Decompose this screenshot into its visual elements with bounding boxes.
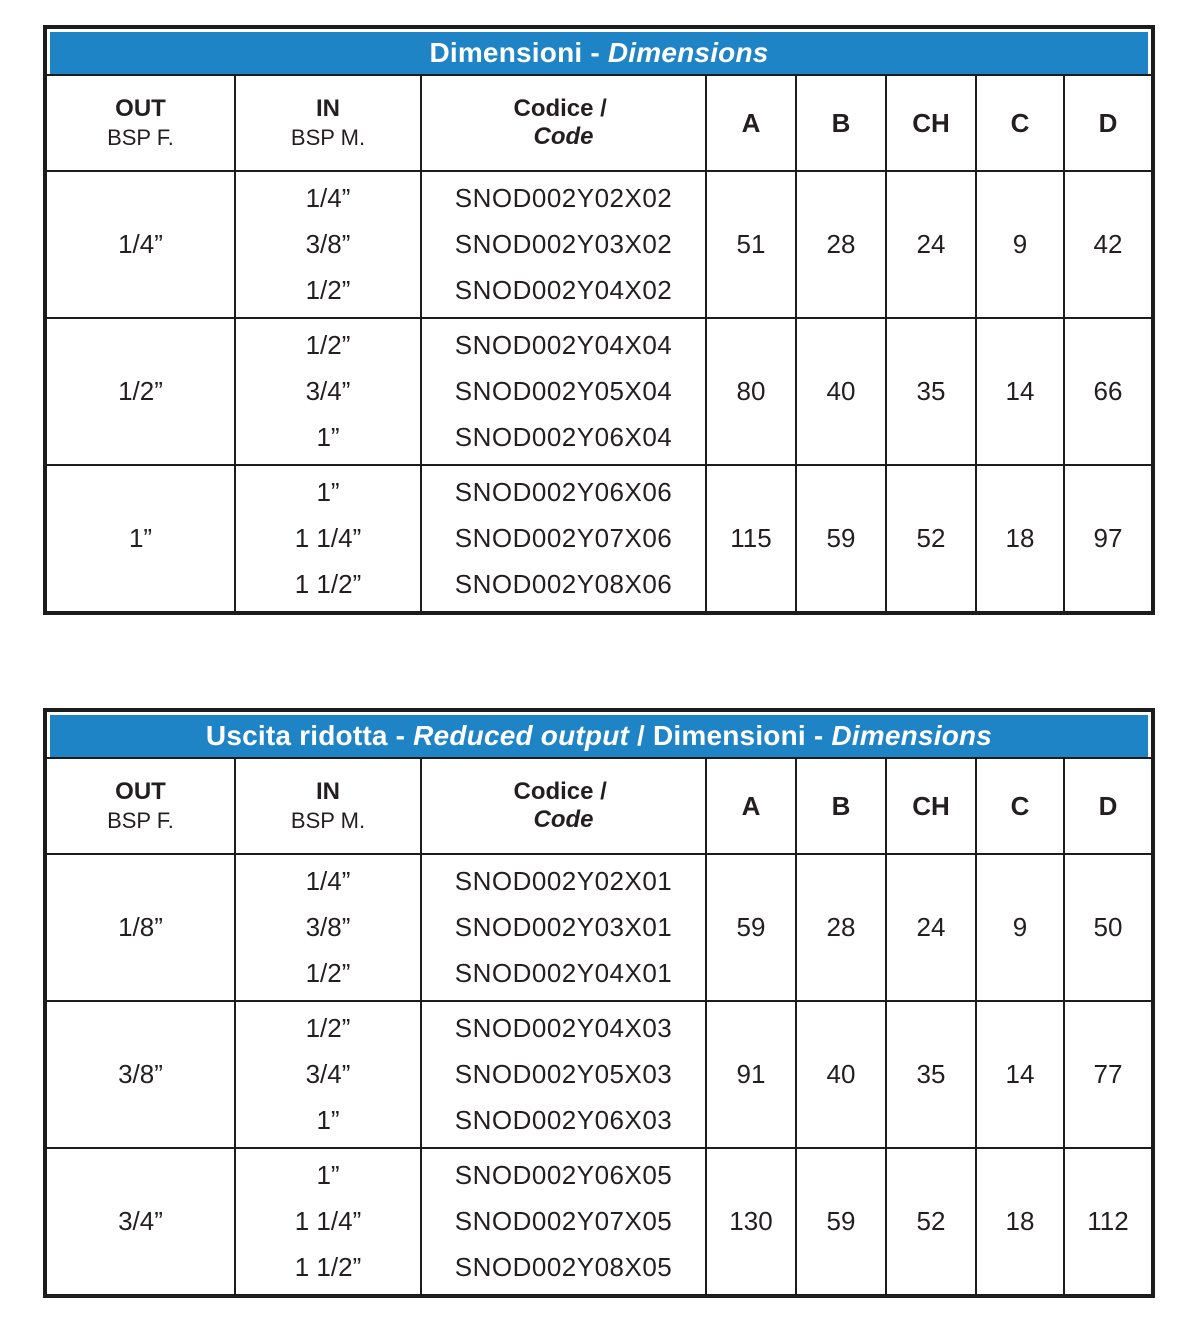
in-size-list bbox=[236, 319, 422, 464]
product-code: SNOD002Y06X03 bbox=[454, 1104, 673, 1135]
product-code: SNOD002Y04X04 bbox=[454, 330, 673, 361]
product-code-list bbox=[422, 855, 707, 1000]
product-code: SNOD002Y02X01 bbox=[454, 866, 673, 897]
in-size-value: 1/2” bbox=[305, 274, 351, 305]
in-size-value: 1 1/2” bbox=[294, 568, 362, 599]
dimensions-table bbox=[43, 25, 1155, 615]
dim-value-b: 28 bbox=[797, 172, 887, 317]
product-code-list bbox=[422, 319, 707, 464]
dim-value-d: 50 bbox=[1093, 912, 1123, 942]
product-code: SNOD002Y02X02 bbox=[454, 183, 673, 214]
dim-value-c: 14 bbox=[977, 1002, 1065, 1147]
reduced-output-table-title-bar bbox=[47, 712, 1151, 759]
in-size-value: 3/8” bbox=[305, 911, 351, 942]
in-size-list bbox=[236, 172, 422, 317]
dim-value-b: 40 bbox=[797, 1002, 887, 1147]
header-dim-a: A bbox=[707, 76, 797, 170]
title-text-english: Reduced output bbox=[413, 720, 630, 751]
dim-value-c: 18 bbox=[977, 1149, 1065, 1294]
header-out-label: OUT bbox=[115, 95, 166, 123]
dimensions-table-header-row bbox=[47, 76, 1151, 172]
header-in-label: IN bbox=[316, 778, 340, 806]
dim-value-d: 112 bbox=[1087, 1206, 1129, 1236]
in-size-value: 1” bbox=[316, 1104, 340, 1135]
in-size-value: 1 1/4” bbox=[294, 522, 362, 553]
title-text-english: Dimensions bbox=[831, 720, 993, 751]
in-size-value: 1/2” bbox=[305, 330, 351, 361]
header-in-column bbox=[236, 759, 422, 853]
dim-value-b: 59 bbox=[797, 1149, 887, 1294]
header-out-column bbox=[47, 759, 236, 853]
table-row bbox=[47, 1002, 1151, 1149]
product-code: SNOD002Y07X05 bbox=[454, 1205, 673, 1236]
product-code: SNOD002Y04X03 bbox=[454, 1013, 673, 1044]
in-size-value: 1 1/4” bbox=[294, 1205, 362, 1236]
header-code-column bbox=[422, 759, 707, 853]
header-code-label-english: Code bbox=[533, 123, 594, 150]
reduced-output-table bbox=[43, 708, 1155, 1298]
table-row bbox=[47, 1149, 1151, 1294]
out-size-value: 3/8” bbox=[47, 1002, 236, 1147]
header-in-sublabel: BSP M. bbox=[290, 125, 366, 151]
dim-value-ch: 24 bbox=[887, 855, 977, 1000]
header-code-label: Codice / bbox=[513, 95, 614, 122]
product-code: SNOD002Y06X06 bbox=[454, 477, 673, 508]
in-size-value: 3/8” bbox=[305, 228, 351, 259]
product-code: SNOD002Y04X02 bbox=[454, 274, 673, 305]
table-row bbox=[47, 466, 1151, 611]
header-dim-d: D bbox=[1098, 107, 1118, 138]
dim-value-c: 9 bbox=[977, 172, 1065, 317]
header-out-label: OUT bbox=[115, 778, 166, 806]
in-size-value: 1” bbox=[316, 1160, 340, 1191]
in-size-list bbox=[236, 855, 422, 1000]
in-size-value: 1/4” bbox=[305, 866, 351, 897]
table-row bbox=[47, 172, 1151, 319]
dim-value-a: 115 bbox=[707, 466, 797, 611]
header-dim-b: B bbox=[797, 759, 887, 853]
title-text-italian: Uscita ridotta - bbox=[205, 720, 414, 751]
in-size-value: 1 1/2” bbox=[294, 1251, 362, 1282]
out-size-value: 3/4” bbox=[47, 1149, 236, 1294]
in-size-list bbox=[236, 1002, 422, 1147]
in-size-value: 1/2” bbox=[305, 1013, 351, 1044]
header-dim-ch: CH bbox=[887, 759, 977, 853]
dim-value-b: 28 bbox=[797, 855, 887, 1000]
in-size-value: 1/2” bbox=[305, 957, 351, 988]
header-out-sublabel: BSP F. bbox=[107, 808, 174, 834]
header-dim-b: B bbox=[797, 76, 887, 170]
dim-value-d: 97 bbox=[1093, 523, 1123, 553]
in-size-list bbox=[236, 1149, 422, 1294]
in-size-value: 1” bbox=[316, 477, 340, 508]
product-code: SNOD002Y08X06 bbox=[454, 568, 673, 599]
header-code-column bbox=[422, 76, 707, 170]
product-code: SNOD002Y04X01 bbox=[454, 957, 673, 988]
header-dim-a: A bbox=[707, 759, 797, 853]
product-code-list bbox=[422, 466, 707, 611]
in-size-value: 1/4” bbox=[305, 183, 351, 214]
product-code: SNOD002Y05X03 bbox=[454, 1058, 673, 1089]
dim-value-d: 77 bbox=[1093, 1059, 1123, 1089]
product-code: SNOD002Y03X01 bbox=[454, 911, 673, 942]
product-code: SNOD002Y06X05 bbox=[454, 1160, 673, 1191]
dim-value-b: 59 bbox=[797, 466, 887, 611]
product-code: SNOD002Y07X06 bbox=[454, 522, 673, 553]
dim-value-a: 59 bbox=[707, 855, 797, 1000]
header-dim-c: C bbox=[977, 759, 1065, 853]
dim-value-ch: 52 bbox=[887, 1149, 977, 1294]
dim-value-ch: 24 bbox=[887, 172, 977, 317]
in-size-value: 3/4” bbox=[305, 1058, 351, 1089]
product-code: SNOD002Y08X05 bbox=[454, 1251, 673, 1282]
dim-value-c: 14 bbox=[977, 319, 1065, 464]
title-text-english: Dimensions bbox=[607, 37, 769, 68]
product-code: SNOD002Y05X04 bbox=[454, 375, 673, 406]
dim-value-ch: 35 bbox=[887, 319, 977, 464]
product-code-list bbox=[422, 1002, 707, 1147]
header-code-label: Codice / bbox=[513, 778, 614, 805]
in-size-value: 1” bbox=[316, 421, 340, 452]
header-dim-d: D bbox=[1098, 790, 1118, 821]
in-size-value: 3/4” bbox=[305, 375, 351, 406]
header-in-sublabel: BSP M. bbox=[290, 808, 366, 834]
header-out-column bbox=[47, 76, 236, 170]
dim-value-a: 80 bbox=[707, 319, 797, 464]
product-code-list bbox=[422, 1149, 707, 1294]
out-size-value: 1/8” bbox=[47, 855, 236, 1000]
title-text-italian: / Dimensioni - bbox=[629, 720, 832, 751]
product-code: SNOD002Y03X02 bbox=[454, 228, 673, 259]
out-size-value: 1/4” bbox=[47, 172, 236, 317]
title-text-italian: Dimensioni - bbox=[429, 37, 608, 68]
header-in-label: IN bbox=[316, 95, 340, 123]
dim-value-c: 18 bbox=[977, 466, 1065, 611]
dim-value-c: 9 bbox=[977, 855, 1065, 1000]
product-code: SNOD002Y06X04 bbox=[454, 421, 673, 452]
dim-value-ch: 35 bbox=[887, 1002, 977, 1147]
dim-value-a: 51 bbox=[707, 172, 797, 317]
header-dim-ch: CH bbox=[887, 76, 977, 170]
in-size-list bbox=[236, 466, 422, 611]
reduced-output-table-header-row bbox=[47, 759, 1151, 855]
header-in-column bbox=[236, 76, 422, 170]
out-size-value: 1/2” bbox=[47, 319, 236, 464]
dim-value-a: 91 bbox=[707, 1002, 797, 1147]
dim-value-b: 40 bbox=[797, 319, 887, 464]
table-row bbox=[47, 855, 1151, 1002]
dimensions-table-title bbox=[50, 32, 1148, 74]
reduced-output-table-title bbox=[50, 715, 1148, 757]
table-row bbox=[47, 319, 1151, 466]
out-size-value: 1” bbox=[47, 466, 236, 611]
product-code-list bbox=[422, 172, 707, 317]
dim-value-ch: 52 bbox=[887, 466, 977, 611]
dim-value-a: 130 bbox=[707, 1149, 797, 1294]
header-out-sublabel: BSP F. bbox=[107, 125, 174, 151]
header-dim-c: C bbox=[977, 76, 1065, 170]
dim-value-d: 66 bbox=[1093, 376, 1123, 406]
dim-value-d: 42 bbox=[1093, 229, 1123, 259]
dimensions-table-title-bar bbox=[47, 29, 1151, 76]
header-code-label-english: Code bbox=[533, 806, 594, 833]
